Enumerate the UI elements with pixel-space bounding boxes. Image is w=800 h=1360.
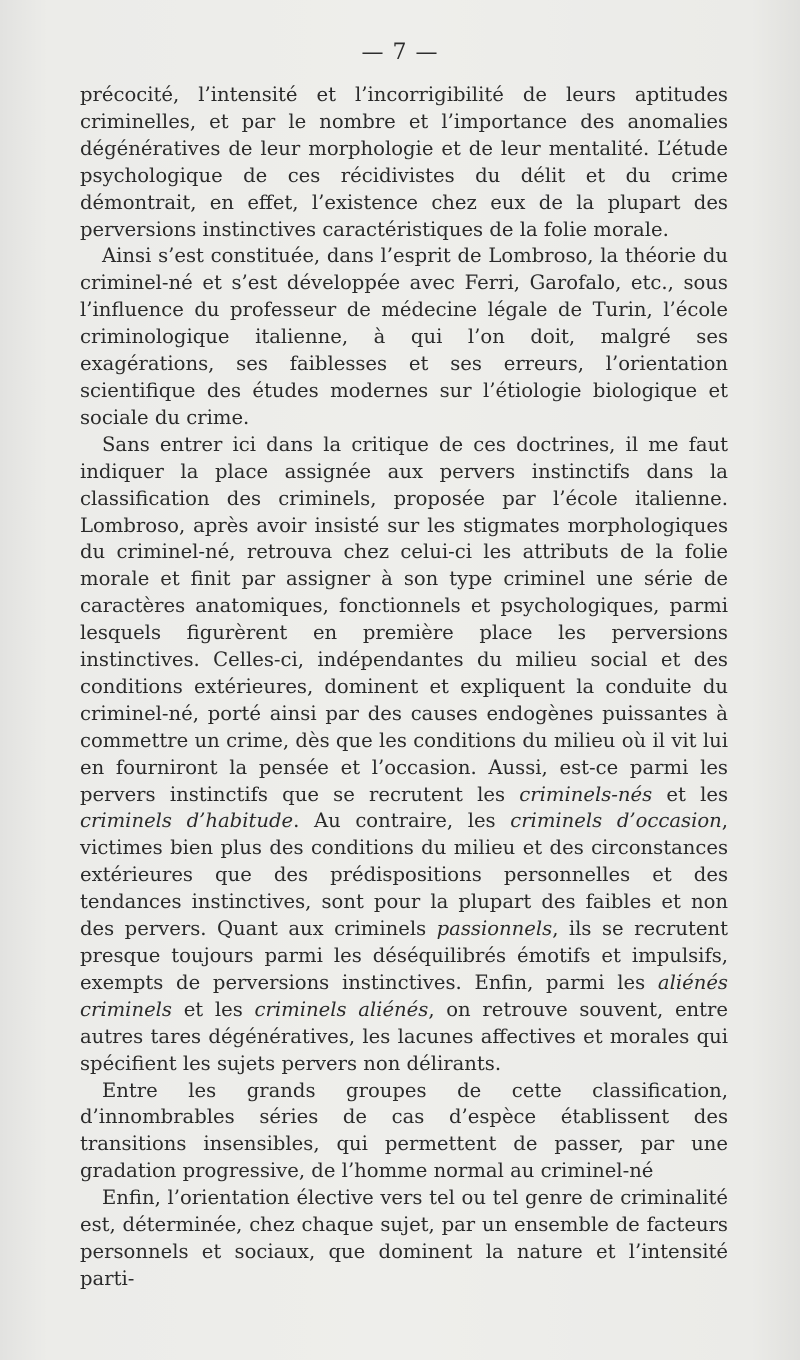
text-run: , victimes bien plus des conditions du milieu et des circonstances extérieures que des prédispositions personnelles et des tendances instinctives, sont pour la plupart des faibles et non des pervers. Quant aux criminels	[80, 809, 728, 941]
text-run: , on retrouve souvent, entre autres tares dégénératives, les lacunes affectives et morales qui spécifient les sujets pervers non délirants.	[80, 997, 728, 1075]
paragraph	[80, 1185, 728, 1293]
text-run: Sans entrer ici dans la critique de ces doctrines, il me faut indiquer la place assignée aux pervers instinctifs dans la classification des criminels, proposée par l’école italienne. Lombroso, après avoir insisté sur les stigmates morphologiques du criminel-né, retrouva chez celui-ci les attributs de la folie morale et finit par assigner à son type criminel une série de caractères anatomiques, fonctionnels et psychologiques, parmi lesquels figurèrent en première place les perversions instinctives. Celles-ci, indépendantes du milieu social et des conditions extérieures, dominent et expliquent la conduite du criminel-né, porté ainsi par des causes endogènes puissantes à commettre un crime, dès que les conditions du milieu où il vit lui en fourniront la pensée et l’occasion. Aussi, est-ce parmi les pervers instinctifs que se recrutent les	[80, 432, 728, 806]
text-run: Entre les grands groupes de cette classification, d’innombrables séries de cas d’espèce établissent des transitions insensibles, qui permettent de passer, par une gradation progressive, de l’homme normal au criminel-né	[80, 1078, 728, 1183]
page-number: — 7 —	[361, 40, 439, 65]
italic-term: criminels aliénés	[254, 997, 429, 1021]
text-run: Ainsi s’est constituée, dans l’esprit de Lombroso, la théorie du criminel-né et s’est développée avec Ferri, Garofalo, etc., sous l’influence du professeur de médecine légale de Turin, l’école criminologique italienne, à qui l’on doit, malgré ses exagérations, ses faiblesses et ses erreurs, l’orientation scientifique des études modernes sur l’étiologie biologique et sociale du crime.	[80, 244, 728, 429]
italic-term: aliénés criminels	[80, 970, 728, 1021]
text-run: Enfin, l’orientation élective vers tel ou tel genre de criminalité est, déterminée, chez chaque sujet, par un ensemble de facteurs personnels et sociaux, que dominent la nature et l’intensité parti-	[80, 1186, 728, 1290]
body-text	[80, 82, 728, 1293]
text-run: précocité, l’intensité et l’incorrigibilité de leurs aptitudes criminelles, et par le nombre et l’importance des anomalies dégénératives de leur morphologie et de leur mentalité. L’étude psychologique de ces récidivistes du délit et du crime démontrait, en effet, l’existence chez eux de la plupart des perversions instinctives caractéristiques de la folie morale.	[80, 83, 728, 241]
text-run: , ils se recrutent presque toujours parmi les déséquilibrés émotifs et impulsifs, exempts de perversions instinctives. Enfin, parmi les	[80, 917, 728, 994]
text-run: et les	[172, 997, 255, 1021]
paragraph	[80, 82, 728, 243]
italic-term: criminels d’habitude	[80, 809, 294, 833]
italic-term: criminels-nés	[519, 782, 653, 806]
paragraph	[80, 243, 728, 431]
italic-term: criminels d’occasion	[510, 809, 722, 833]
text-run: et les	[652, 782, 729, 806]
paragraph	[80, 432, 728, 1078]
italic-term: passionnels	[436, 917, 553, 941]
text-run: . Au contraire, les	[293, 809, 511, 833]
paragraph	[80, 1078, 728, 1186]
